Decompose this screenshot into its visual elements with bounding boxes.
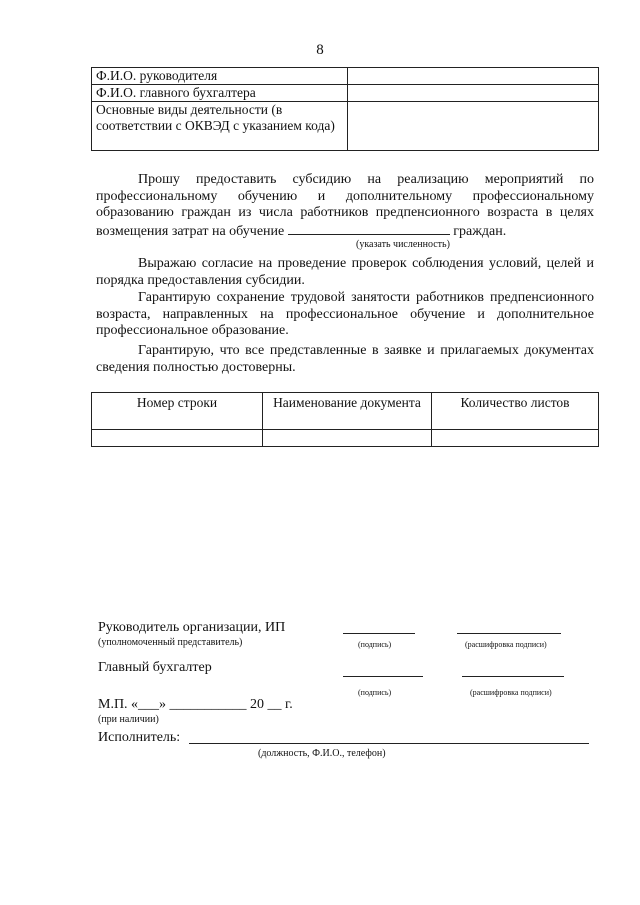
column-header: Номер строки bbox=[92, 393, 263, 430]
info-label: Ф.И.О. главного бухгалтера bbox=[92, 85, 348, 102]
info-label: Основные виды деятельности (в соответствии с ОКВЭД с указанием кода) bbox=[92, 102, 348, 151]
request-text: Прошу предоставить субсидию на реализацию мероприятий по профессиональному обучению и дополнительному профессиональному образованию граждан из числа работников предпенсионного возраста в целях возмещения затрат на обучение bbox=[96, 172, 594, 239]
decoding-hint: (расшифровка подписи) bbox=[470, 688, 552, 697]
accuracy-guarantee-paragraph: Гарантирую, что все представленные в заявке и прилагаемых документах сведения полностью достоверны. bbox=[96, 343, 594, 375]
request-paragraph bbox=[96, 172, 594, 240]
info-value bbox=[348, 85, 599, 102]
info-label: Ф.И.О. руководителя bbox=[92, 68, 348, 85]
accountant-decoding-line bbox=[462, 676, 564, 677]
employment-guarantee-paragraph: Гарантирую сохранение трудовой занятости работников предпенсионного возраста, направленных на профессиональное обучение и дополнительное профессиональное образование. bbox=[96, 290, 594, 338]
table-row bbox=[92, 68, 599, 85]
head-sub-label: (уполномоченный представитель) bbox=[98, 637, 243, 648]
documents-table bbox=[91, 392, 599, 447]
request-suffix: граждан. bbox=[453, 223, 507, 239]
executor-label: Исполнитель: bbox=[98, 730, 181, 745]
table-row bbox=[92, 430, 599, 447]
column-header: Количество листов bbox=[432, 393, 599, 430]
table-header-row bbox=[92, 393, 599, 430]
consent-paragraph: Выражаю согласие на проведение проверок соблюдения условий, целей и порядка предоставления субсидии. bbox=[96, 256, 594, 288]
count-hint: (указать численность) bbox=[356, 239, 450, 250]
applicant-info-table bbox=[91, 67, 599, 151]
head-signature-line bbox=[343, 633, 415, 634]
head-label: Руководитель организации, ИП bbox=[98, 620, 286, 635]
info-value bbox=[348, 68, 599, 85]
accountant-signature-line bbox=[343, 676, 423, 677]
count-blank bbox=[288, 222, 450, 235]
column-header: Наименование документа bbox=[263, 393, 432, 430]
signature-hint: (подпись) bbox=[358, 640, 392, 649]
stamp-date-line: М.П. «___» ___________ 20 __ г. bbox=[98, 697, 293, 712]
table-row bbox=[92, 85, 599, 102]
accountant-label: Главный бухгалтер bbox=[98, 660, 212, 675]
head-decoding-line bbox=[457, 633, 561, 634]
stamp-sub-label: (при наличии) bbox=[98, 714, 159, 725]
table-cell bbox=[432, 430, 599, 447]
info-value bbox=[348, 102, 599, 151]
signature-hint: (подпись) bbox=[358, 688, 392, 697]
executor-line bbox=[189, 743, 589, 744]
decoding-hint: (расшифровка подписи) bbox=[465, 640, 547, 649]
table-row bbox=[92, 102, 599, 151]
table-cell bbox=[263, 430, 432, 447]
page-number: 8 bbox=[316, 42, 324, 58]
table-cell bbox=[92, 430, 263, 447]
executor-hint: (должность, Ф.И.О., телефон) bbox=[258, 748, 386, 759]
